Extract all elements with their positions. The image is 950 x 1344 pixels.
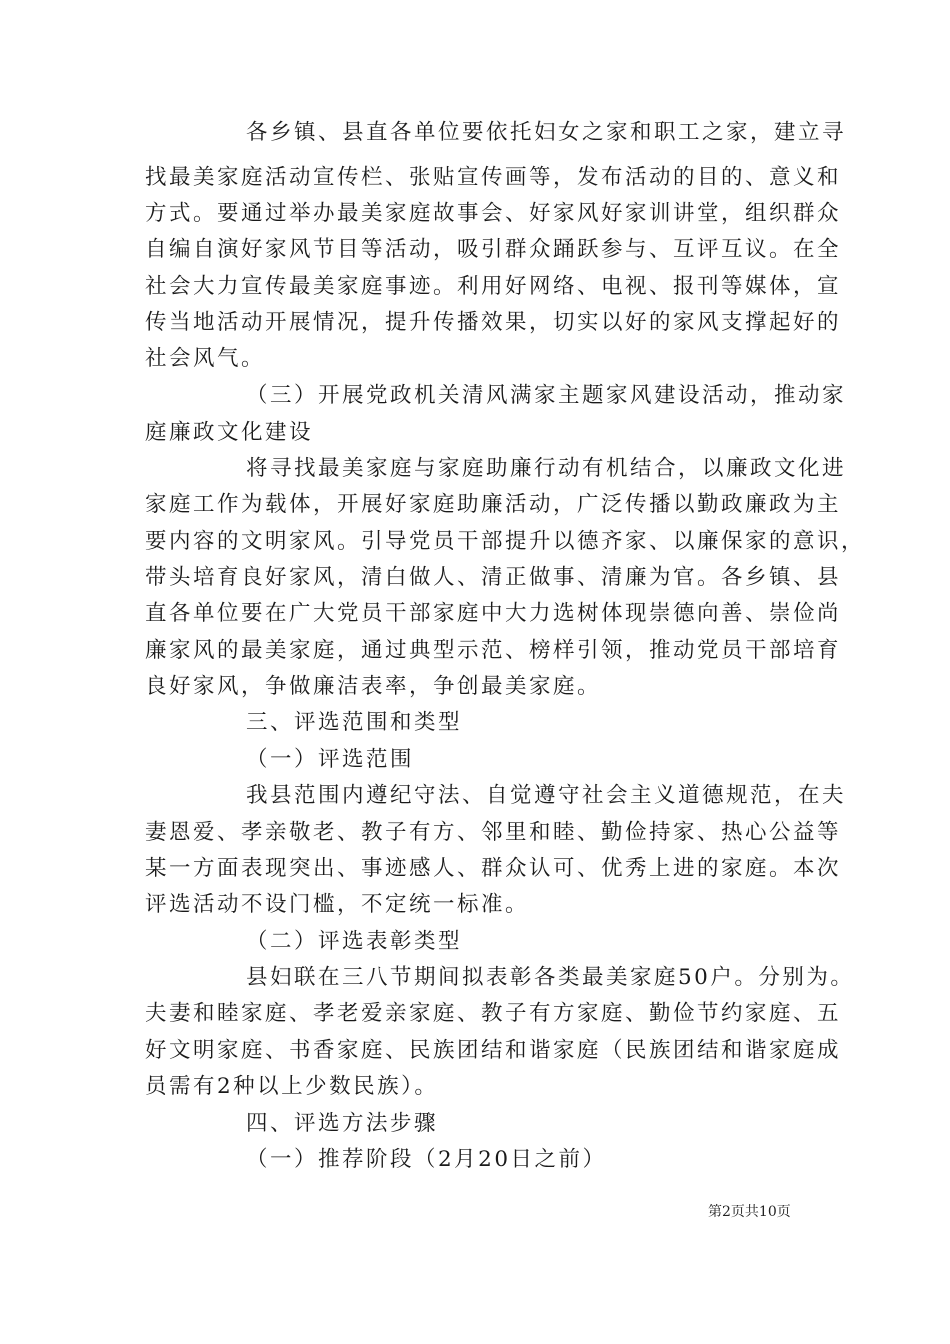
paragraph-line: 县妇联在三八节期间拟表彰各类最美家庭50户。分别为。 [246,965,855,990]
subsection-heading: （二）评选表彰类型 [246,929,463,954]
paragraph-line: 直各单位要在广大党员干部家庭中大力选树体现崇德向善、崇俭尚 [145,601,842,626]
paragraph-line: 自编自演好家风节目等活动，吸引群众踊跃参与、互评互议。在全 [145,237,842,262]
paragraph-line: 廉家风的最美家庭，通过典型示范、榜样引领，推动党员干部培育 [145,638,842,663]
section-heading: 三、评选范围和类型 [246,710,463,735]
paragraph-line: 妻恩爱、孝亲敬老、教子有方、邻里和睦、勤俭持家、热心公益等 [145,820,842,845]
paragraph-line: 社会大力宣传最美家庭事迹。利用好网络、电视、报刊等媒体，宣 [145,274,842,299]
paragraph-line: 好文明家庭、书香家庭、民族团结和谐家庭（民族团结和谐家庭成 [145,1038,842,1063]
paragraph-line: 家庭工作为载体，开展好家庭助廉活动，广泛传播以勤政廉政为主 [145,492,842,517]
section-heading: 四、评选方法步骤 [246,1111,439,1136]
paragraph-line: 方式。要通过举办最美家庭故事会、好家风好家训讲堂，组织群众 [145,201,842,226]
page-number-footer: 第2页共10页 [708,1204,791,1220]
paragraph-line: 评选活动不设门槛，不定统一标准。 [145,892,530,917]
paragraph-line: 将寻找最美家庭与家庭助廉行动有机结合，以廉政文化进 [246,456,847,481]
paragraph-line: 良好家风，争做廉洁表率，争创最美家庭。 [145,674,602,699]
paragraph-line: 带头培育良好家风，清白做人、清正做事、清廉为官。各乡镇、县 [145,565,842,590]
paragraph-line: 社会风气。 [145,346,266,371]
section-heading-line: 庭廉政文化建设 [145,420,314,445]
section-heading-line: （三）开展党政机关清风满家主题家风建设活动，推动家 [246,383,847,408]
paragraph-line: 要内容的文明家风。引导党员干部提升以德齐家、以廉保家的意识， [145,529,866,554]
paragraph-line: 员需有2种以上少数民族）。 [145,1074,439,1099]
subsection-heading: （一）评选范围 [246,747,415,772]
paragraph-line: 夫妻和睦家庭、孝老爱亲家庭、教子有方家庭、勤俭节约家庭、五 [145,1001,842,1026]
paragraph-line: 传当地活动开展情况，提升传播效果，切实以好的家风支撑起好的 [145,310,842,335]
paragraph-line: 我县范围内遵纪守法、自觉遵守社会主义道德规范，在夫 [246,783,847,808]
paragraph-line: 各乡镇、县直各单位要依托妇女之家和职工之家，建立寻 [246,120,847,145]
paragraph-line: 找最美家庭活动宣传栏、张贴宣传画等，发布活动的目的、意义和 [145,165,842,190]
paragraph-line: 某一方面表现突出、事迹感人、群众认可、优秀上进的家庭。本次 [145,856,842,881]
subsection-heading: （一）推荐阶段（2月20日之前） [246,1147,607,1172]
